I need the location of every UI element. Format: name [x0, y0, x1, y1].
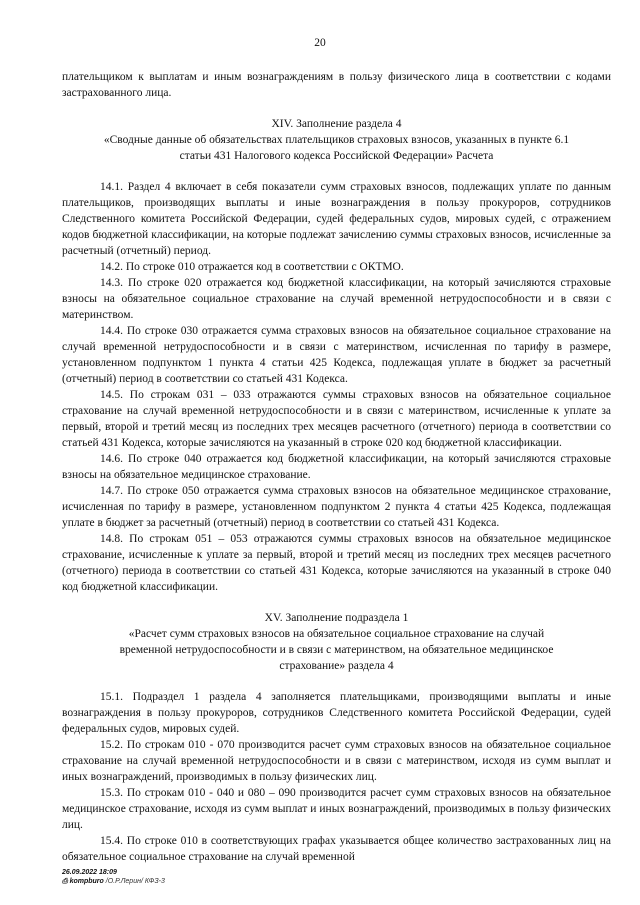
paragraph-15-2: 15.2. По строкам 010 - 070 производится расчет сумм страховых взносов на обязательное социальное страхование на случай временной нетрудоспособности и в связи с материнством, исходя из сумм выплат и иных вознаграждений, производимых в пользу физических лиц. — [62, 739, 611, 783]
print-tag: /О.Р.Лерин/ КФЗ-3 — [105, 878, 165, 885]
section-15-heading — [62, 610, 611, 674]
paragraph-14-2: 14.2. По строке 010 отражается код в соответствии с ОКТМО. — [100, 261, 404, 273]
paragraph-15-4: 15.4. По строке 010 в соответствующих графах указывается общее количество застрахованных лиц на обязательное социальное страхование на случай временной — [62, 835, 611, 863]
paragraph-14-3: 14.3. По строке 020 отражается код бюджетной классификации, на который зачисляются страховые взносы на обязательное социальное страхование на случай временной нетрудоспособности и в связи с материнством. — [62, 277, 611, 321]
section-14-heading — [62, 116, 611, 164]
page-number: 20 — [314, 37, 326, 49]
paragraph-15-1: 15.1. Подраздел 1 раздела 4 заполняется плательщиками, производящими выплаты и иные вознаграждения в пользу прокуроров, сотрудников Следственного комитета Российской Федерации, судей федеральных судов, мировых судей. — [62, 691, 611, 735]
print-source-line — [62, 877, 165, 886]
paragraph-14-8: 14.8. По строкам 051 – 053 отражаются суммы страховых взносов на обязательное медицинское страхование, исчисленные к уплате за первый, второй и третий месяц из последних трех месяцев расчетного (отчетного) периода в соответствии со статьей 431 Кодекса, которые зачисляются на указанный в строке 040 код бюджетной классификации. — [62, 533, 611, 593]
section-15-subtitle: «Расчет сумм страховых взносов на обязательное социальное страхование на случай временной нетрудоспособности и в связи с материнством, на обязательное медицинское страхование» раздела 4 — [119, 628, 554, 672]
section-14-subtitle: «Сводные данные об обязательствах плательщиков страховых взносов, указанных в пункте 6.1 статьи 431 Налогового кодекса Российской Федерации» Расчета — [103, 134, 570, 162]
paragraph-14-4: 14.4. По строке 030 отражается сумма страховых взносов на обязательное социальное страхование на случай временной нетрудоспособности и в связи с материнством, исчисленная по тарифу в размере, установленном подпунктом 1 пункта 4 статьи 425 Кодекса, подлежащая уплате в бюджет за расчетный (отчетный) период в соответствии со статьей 431 Кодекса. — [62, 325, 611, 385]
paragraph-14-5: 14.5. По строкам 031 – 033 отражаются суммы страховых взносов на обязательное социальное страхование на случай временной нетрудоспособности и в связи с материнством, исчисленные к уплате за первый, второй и третий месяц из последних трех месяцев расчетного (отчетного) периода в соответствии со статьей 431 Кодекса, которые зачисляются на указанный в строке 020 код бюджетной классификации. — [62, 389, 611, 449]
print-datetime: 26.09.2022 18:09 — [62, 869, 117, 876]
section-15-title: XV. Заполнение подраздела 1 — [264, 612, 409, 624]
paragraph-15-3: 15.3. По строкам 010 - 040 и 080 – 090 производится расчет сумм страховых взносов на обязательное медицинское страхование, исходя из сумм выплат и иных вознаграждений, производимых в пользу физических лиц. — [62, 787, 611, 831]
section-15-body — [62, 689, 611, 865]
carryover-paragraph: плательщиком к выплатам и иным вознаграждениям в пользу физического лица в соответствии с кодами застрахованного лица. — [62, 71, 611, 99]
print-source: kompburo — [69, 878, 104, 885]
paragraph-14-7: 14.7. По строке 050 отражается сумма страховых взносов на обязательное медицинское страхование, исчисленная по тарифу в размере, установленном подпунктом 2 пункта 4 статьи 425 Кодекса, подлежащая уплате в бюджет за расчетный (отчетный) период в соответствии со статьей 431 Кодекса. — [62, 485, 611, 529]
print-footer — [62, 868, 165, 886]
section-14-title: XIV. Заполнение раздела 4 — [271, 118, 402, 130]
printer-icon: ⎙ — [62, 878, 68, 885]
paragraph-14-1: 14.1. Раздел 4 включает в себя показатели сумм страховых взносов, подлежащих уплате по данным плательщиков, производящих выплаты и иные вознаграждения в пользу прокуроров, сотрудников Следственного комитета Российской Федерации, судей федеральных судов, мировых судей, с отражением кодов бюджетной классификации, на которые подлежат зачислению суммы страховых взносов, исчисленные за расчетный (отчетный) период. — [62, 181, 611, 257]
section-14-body — [62, 179, 611, 595]
document-body — [62, 69, 611, 865]
paragraph-14-6: 14.6. По строке 040 отражается код бюджетной классификации, на который зачисляются страховые взносы на обязательное медицинское страхование. — [62, 453, 611, 481]
